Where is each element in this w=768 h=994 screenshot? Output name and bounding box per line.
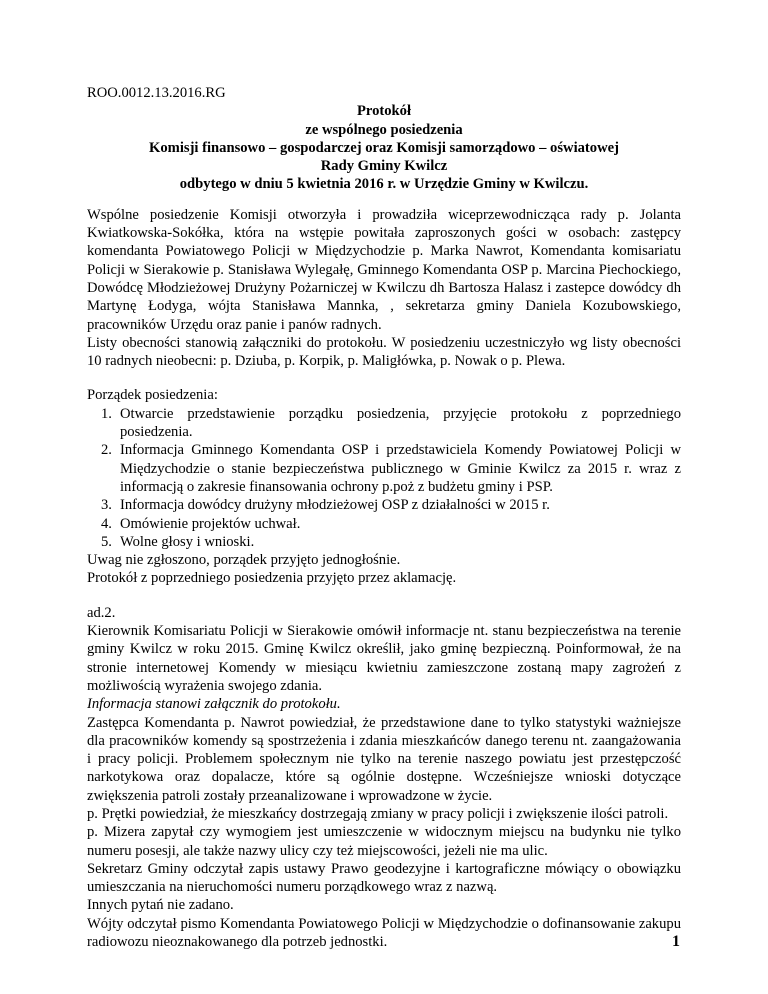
- title-line: Rady Gminy Kwilcz: [320, 158, 448, 175]
- agenda-item: [87, 441, 681, 496]
- section-paragraph-italic: Informacja stanowi załącznik do protokołu.: [87, 696, 341, 713]
- section-paragraph: Wójty odczytał pismo Komendanta Powiatowego Policji w Międzychodzie o dofinansowanie zakupu radiowozu nieoznakowanego dla potrzeb jednostki.: [87, 915, 681, 951]
- document-body: [87, 84, 681, 951]
- agenda-item-text: Otwarcie przedstawienie porządku posiedzenia, przyjęcie protokołu z poprzedniego posiedzenia.: [120, 405, 681, 441]
- agenda-item-number: 1.: [101, 405, 112, 422]
- attendance-paragraph: Listy obecności stanowią załączniki do protokołu. W posiedzeniu uczestniczyło wg listy obecności 10 radnych nieobecni: p. Dziuba, p. Korpik, p. Maligłówka, p. Nowak o p. Plewa.: [87, 334, 681, 370]
- section-label: ad.2.: [87, 604, 116, 621]
- title-line: odbytego w dniu 5 kwietnia 2016 r. w Urzędzie Gminy w Kwilczu.: [179, 176, 589, 193]
- agenda-note: Protokół z poprzedniego posiedzenia przyjęto przez aklamację.: [87, 570, 457, 587]
- agenda-item-number: 2.: [101, 442, 112, 459]
- document-title: [87, 102, 681, 193]
- section-paragraph: Sekretarz Gminy odczytał zapis ustawy Prawo geodezyjne i kartograficzne mówiący o obowiązku umieszczania na nieruchomości numeru porządkowego wraz z nazwą.: [87, 860, 681, 896]
- agenda-item-number: 5.: [101, 533, 112, 550]
- section-paragraph: Kierownik Komisariatu Policji w Sierakowie omówił informacje nt. stanu bezpieczeństwa na terenie gminy Kwilcz w roku 2015. Gminę Kwilcz określił, jako gminę bezpieczną. Poinformował, że na stronie internetowej Komendy w miesiącu kwietniu zamieszczone zostaną mapy zagrożeń z możliwością wyrażenia swojego zdania.: [87, 623, 681, 694]
- agenda-heading: Porządek posiedzenia:: [87, 387, 218, 404]
- agenda-item: [87, 405, 681, 442]
- agenda-item-text: Wolne głosy i wnioski.: [120, 533, 255, 550]
- agenda-item-text: Informacja Gminnego Komendanta OSP i przedstawiciela Komendy Powiatowej Policji w Międzychodzie o stanie bezpieczeństwa publicznego w Gminie Kwilcz za 2015 r. wraz z informacją o zakresie finansowania ochrony p.poż z budżetu gminy i PSP.: [120, 442, 681, 495]
- agenda-item-number: 4.: [101, 515, 112, 532]
- title-line: Protokół: [356, 103, 412, 120]
- title-line: Komisji finansowo – gospodarczej oraz Komisji samorządowo – oświatowej: [149, 139, 619, 156]
- agenda-note: Uwag nie zgłoszono, porządek przyjęto jednogłośnie.: [87, 552, 401, 569]
- section-paragraph: p. Mizera zapytał czy wymogiem jest umieszczenie w widocznym miejscu na budynku nie tylko numeru posesji, ale także nazwy ulicy czy też miejscowości, jeżeli nie ma ulic.: [87, 824, 681, 859]
- agenda-item: [87, 533, 681, 551]
- page-number: 1: [672, 933, 680, 950]
- intro-paragraph: Wspólne posiedzenie Komisji otworzyła i prowadziła wiceprzewodnicząca rady p. Jolanta Kwiatkowska-Sokółka, która na wstępie powitała zaproszonych gości w osobach: zastępcy komendanta Powiatowego Policji w Międzychodzie p. Marka Nawrot, Komendanta komisariatu Policji w Sierakowie p. Stanisława Wylegałę, Gminnego Komendanta OSP p. Marcina Piechockiego, Dowódcę Młodzieżowej Drużyny Pożarniczej w Kwilczu dh Bartosza Halasz i zastepce dowódcy dh Martynę Łodyga, wójta Stanisława Mannka, , sekretarza gminy Daniela Kozubowskiego, pracowników Urzędu oraz panie i panów radnych.: [87, 206, 681, 333]
- agenda-item-text: Informacja dowódcy drużyny młodzieżowej OSP z działalności w 2015 r.: [120, 497, 550, 514]
- agenda-item-text: Omówienie projektów uchwał.: [120, 515, 301, 532]
- agenda-item: [87, 496, 681, 514]
- section-paragraph: p. Prętki powiedział, że mieszkańcy dostrzegają zmiany w pracy policji i zwiększenie ilości patroli.: [87, 805, 669, 822]
- section-paragraph: Innych pytań nie zadano.: [87, 897, 234, 914]
- document-reference: ROO.0012.13.2016.RG: [87, 85, 226, 101]
- agenda-item-number: 3.: [101, 497, 112, 514]
- agenda-item: [87, 515, 681, 533]
- section-paragraph: Zastępca Komendanta p. Nawrot powiedział, że przedstawione dane to tylko statystyki ważniejsze dla pracowników komendy są spostrzeżenia i zdania mieszkańców danego terenu nt. zaangażowania i pracy policji. Problemem społecznym nie tylko na terenie naszego powiatu jest przestępczość narkotykowa oraz dopalacze, które są ogólnie dostępne. Wcześniejsze wnioski dotyczące zwiększenia patroli zostały przeanalizowane i wprowadzone w życie.: [87, 714, 681, 804]
- title-line: ze wspólnego posiedzenia: [305, 121, 463, 138]
- agenda-list: [87, 405, 681, 551]
